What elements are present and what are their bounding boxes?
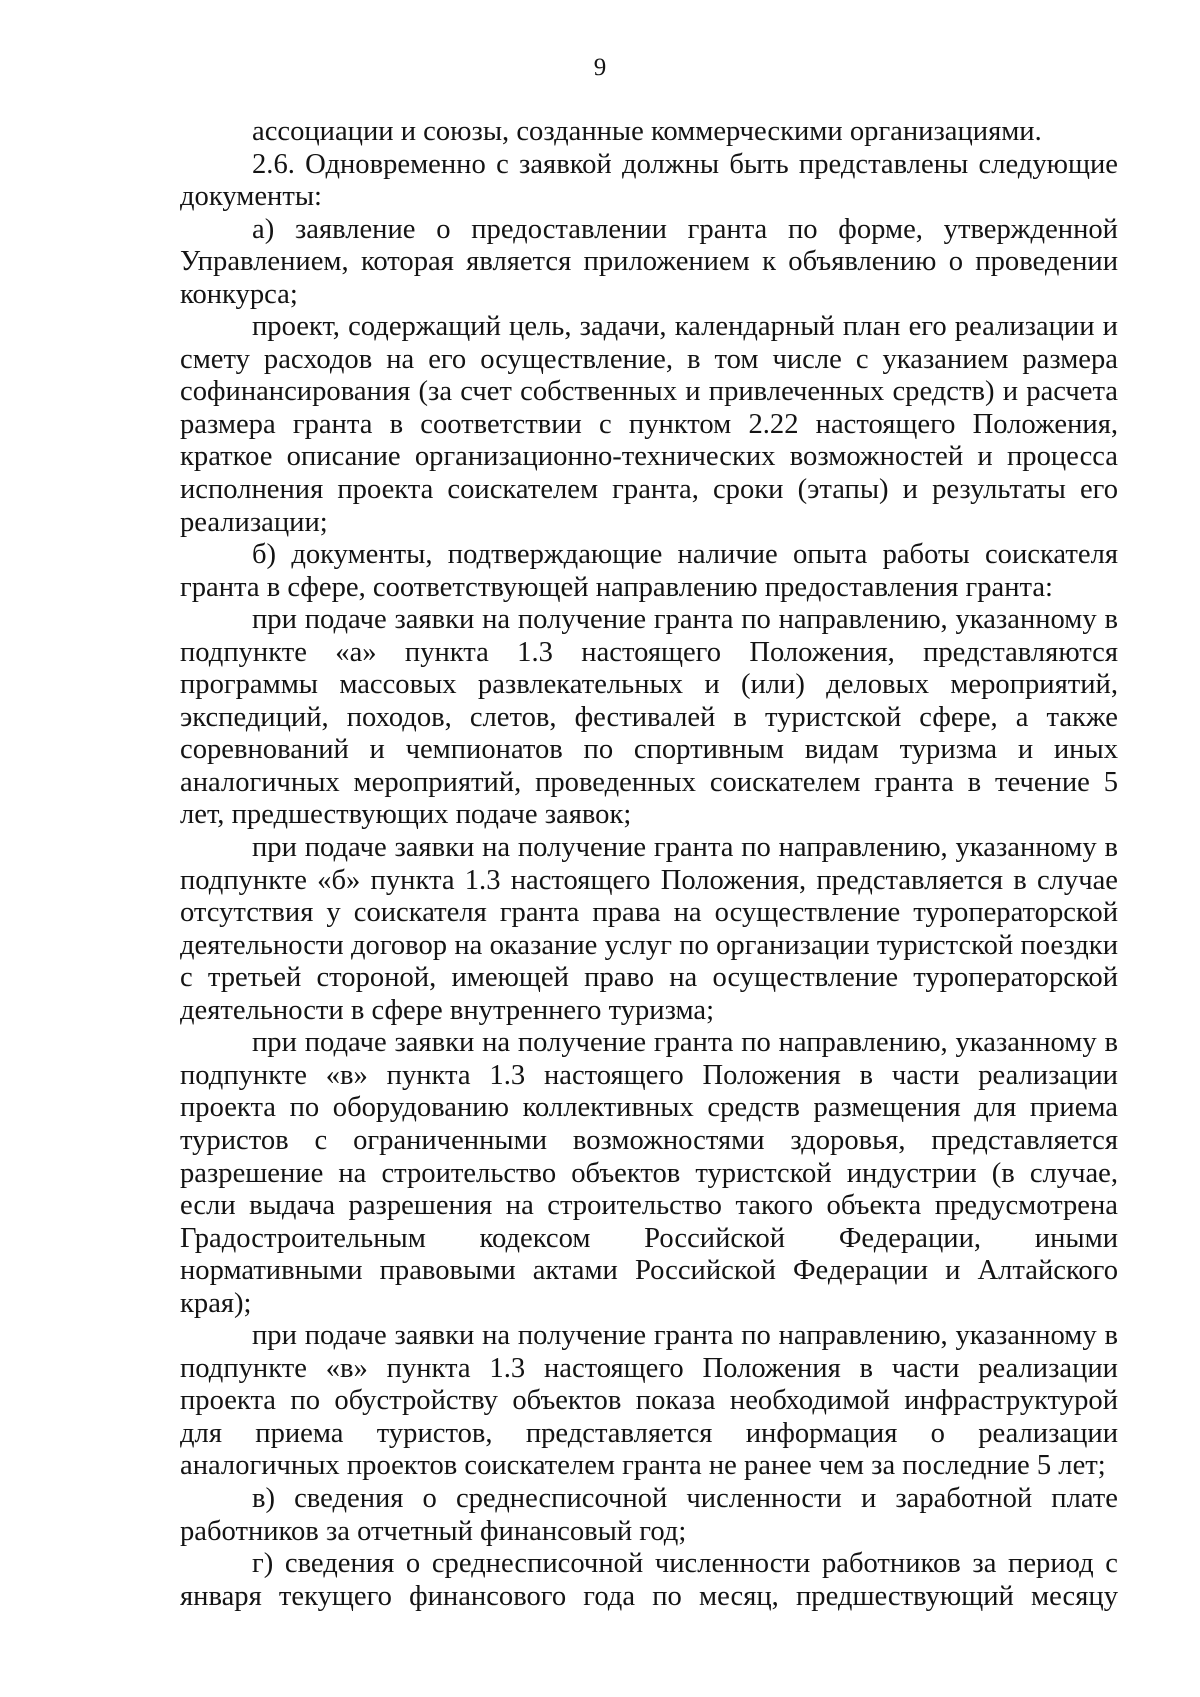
paragraph-project: проект, содержащий цель, задачи, календарный план его реализации и смету расходов на его осуществление, в том числе с указанием размера софинансирования (за счет собственных и привлеченных средств) и расчета размера гранта в соответствии с пунктом 2.22 настоящего Положения, краткое описание организационно-технических возможностей и процесса исполнения проекта соискателем гранта, сроки (этапы) и результаты его реализации; <box>180 311 1118 538</box>
paragraph-item-g: г) сведения о среднесписочной численности работников за период с января текущего финансового года по месяц, предшествующий месяцу <box>180 1548 1118 1612</box>
paragraph-associations: ассоциации и союзы, созданные коммерческими организациями. <box>252 116 1042 147</box>
paragraph-item-v: в) сведения о среднесписочной численности и заработной плате работников за отчетный финансовый год; <box>180 1482 1118 1547</box>
paragraph-subitem-v-infrastructure: при подаче заявки на получение гранта по направлению, указанному в подпункте «в» пункта 1.3 настоящего Положения в части реализации проекта по обустройству объектов показа необходимой инфраструктурой для приема туристов, представляется информация о реализации аналогичных проектов соискателем гранта не ранее чем за последние 5 лет; <box>180 1320 1118 1482</box>
paragraph-subitem-a: при подаче заявки на получение гранта по направлению, указанному в подпункте «а» пункта 1.3 настоящего Положения, представляются программы массовых развлекательных и (или) деловых мероприятий, экспедиций, походов, слетов, фестивалей в туристской сфере, а также соревнований и чемпионатов по спортивным видам туризма и иных аналогичных мероприятий, проведенных соискателем гранта в течение 5 лет, предшествующих подаче заявок; <box>180 604 1118 831</box>
paragraph-item-a: а) заявление о предоставлении гранта по форме, утвержденной Управлением, которая является приложением к объявлению о проведении конкурса; <box>180 213 1118 310</box>
paragraph-subitem-b: при подаче заявки на получение гранта по направлению, указанному в подпункте «б» пункта 1.3 настоящего Положения, представляется в случае отсутствия у соискателя гранта права на осуществление туроператорской деятельности договор на оказание услуг по организации туристской поездки с третьей стороной, имеющей право на осуществление туроператорской деятельности в сфере внутреннего туризма; <box>180 832 1118 1026</box>
paragraph-item-b: б) документы, подтверждающие наличие опыта работы соискателя гранта в сфере, соответствующей направлению предоставления гранта: <box>180 539 1118 603</box>
paragraph-subitem-v-accommodation: при подаче заявки на получение гранта по направлению, указанному в подпункте «в» пункта 1.3 настоящего Положения в части реализации проекта по оборудованию коллективных средств размещения для приема туристов с ограниченными возможностями здоровья, представляется разрешение на строительство объектов туристской индустрии (в случае, если выдача разрешения на строительство такого объекта предусмотрена Градостроительным кодексом Российской Федерации, иными нормативными правовыми актами Российской Федерации и Алтайского края); <box>180 1027 1118 1319</box>
page-number: 9 <box>593 54 607 81</box>
paragraph-2-6: 2.6. Одновременно с заявкой должны быть представлены следующие документы: <box>180 148 1118 213</box>
document-body <box>180 116 1118 1613</box>
